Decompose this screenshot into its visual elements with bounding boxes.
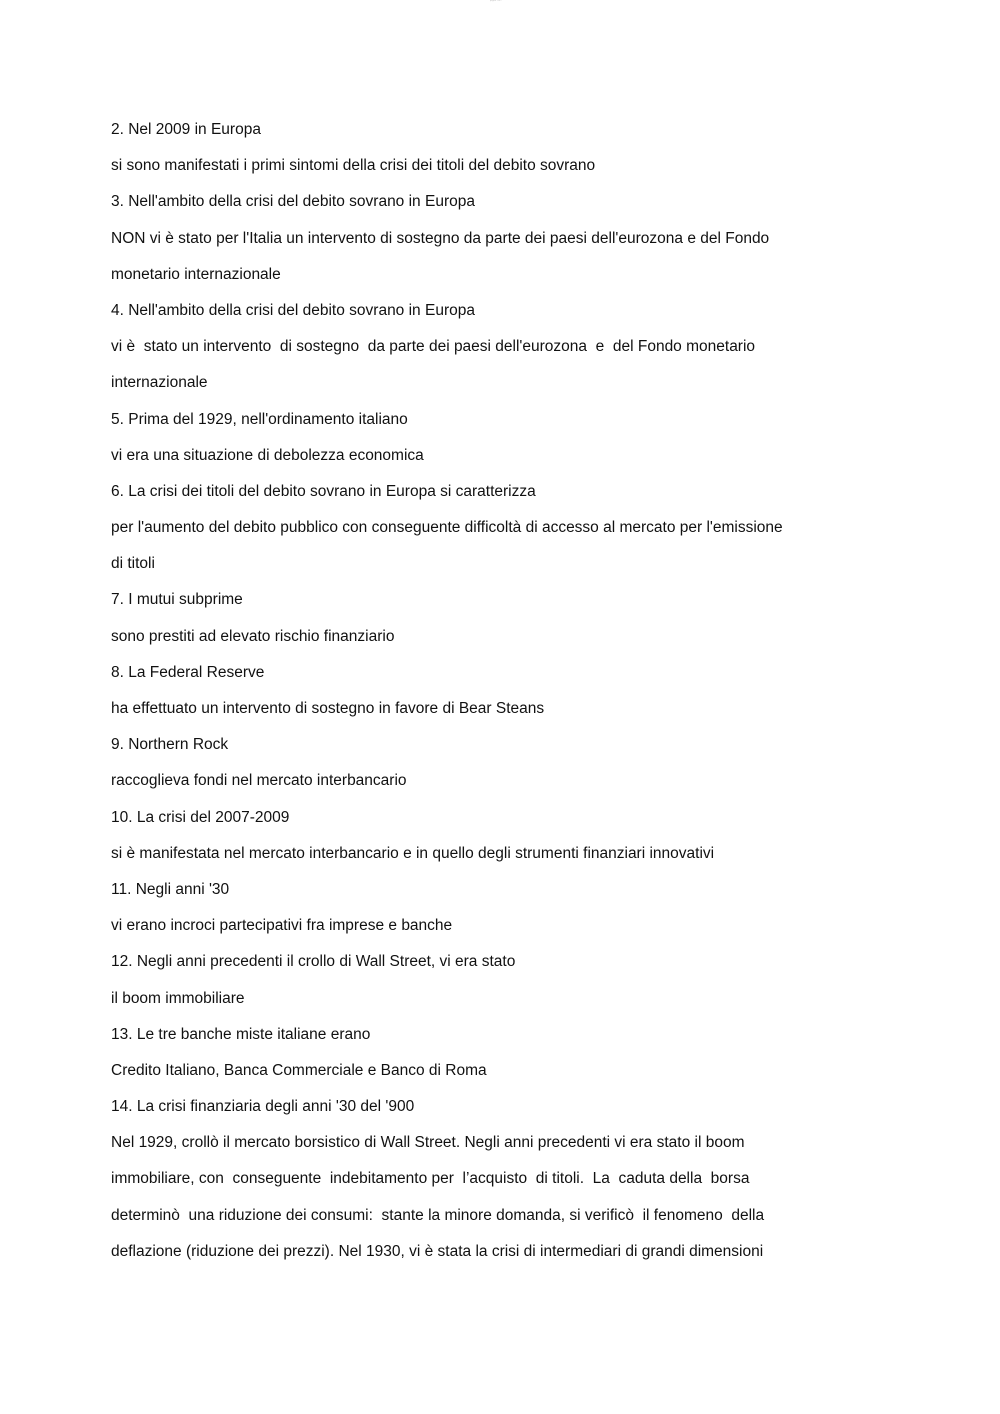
question-12-title: 12. Negli anni precedenti il crollo di Wall Street, vi era stato <box>111 953 516 971</box>
answer-9: raccoglieva fondi nel mercato interbancario <box>111 772 407 790</box>
question-8-title: 8. La Federal Reserve <box>111 663 265 681</box>
question-13-title: 13. Le tre banche miste italiane erano <box>111 1025 371 1043</box>
question-14-title: 14. La crisi finanziaria degli anni '30 del '900 <box>111 1098 415 1116</box>
question-6-title: 6. La crisi dei titoli del debito sovrano in Europa si caratterizza <box>111 482 536 500</box>
answer-6-line-2: di titoli <box>111 555 155 573</box>
question-9-title: 9. Northern Rock <box>111 736 229 754</box>
question-11-title: 11. Negli anni '30 <box>111 880 230 898</box>
page-header-mark: pagina 1 di 2 <box>490 0 502 2</box>
question-4-title: 4. Nell'ambito della crisi del debito sovrano in Europa <box>111 301 475 319</box>
question-2-title: 2. Nel 2009 in Europa <box>111 121 261 138</box>
question-5-title: 5. Prima del 1929, nell'ordinamento italiano <box>111 410 408 428</box>
question-10-title: 10. La crisi del 2007-2009 <box>111 808 290 826</box>
answer-3-line-2: monetario internazionale <box>111 265 281 283</box>
question-3-title: 3. Nell'ambito della crisi del debito sovrano in Europa <box>111 193 475 211</box>
answer-4-line-1: vi è stato un intervento di sostegno da parte dei paesi dell'eurozona e del Fondo monetario <box>111 338 756 356</box>
answer-11: vi erano incroci partecipativi fra imprese e banche <box>111 917 453 935</box>
question-7-title: 7. I mutui subprime <box>111 591 243 609</box>
document-body <box>111 112 831 1270</box>
answer-14-line-2: immobiliare, con conseguente indebitamento per l’acquisto di titoli. La caduta della borsa <box>111 1170 750 1188</box>
answer-13: Credito Italiano, Banca Commerciale e Banco di Roma <box>111 1061 487 1079</box>
answer-10: si è manifestata nel mercato interbancario e in quello degli strumenti finanziari innovativi <box>111 844 715 862</box>
answer-14-line-4: deflazione (riduzione dei prezzi). Nel 1930, vi è stata la crisi di intermediari di grandi dimensioni <box>111 1242 764 1260</box>
answer-8: ha effettuato un intervento di sostegno in favore di Bear Steans <box>111 700 545 717</box>
answer-7: sono prestiti ad elevato rischio finanziario <box>111 627 395 645</box>
answer-2: si sono manifestati i primi sintomi della crisi dei titoli del debito sovrano <box>111 157 596 175</box>
answer-5: vi era una situazione di debolezza economica <box>111 446 424 464</box>
answer-14-line-1: Nel 1929, crollò il mercato borsistico di Wall Street. Negli anni precedenti vi era stato il boom <box>111 1134 745 1152</box>
answer-6-line-1: per l'aumento del debito pubblico con conseguente difficoltà di accesso al mercato per l'emissione <box>111 519 783 537</box>
answer-4-line-2: internazionale <box>111 374 208 392</box>
answer-12: il boom immobiliare <box>111 989 245 1007</box>
answer-3-line-1: NON vi è stato per l'Italia un intervento di sostegno da parte dei paesi dell'eurozona e del Fondo <box>111 229 770 247</box>
answer-14-line-3: determinò una riduzione dei consumi: stante la minore domanda, si verificò il fenomeno della <box>111 1206 765 1224</box>
